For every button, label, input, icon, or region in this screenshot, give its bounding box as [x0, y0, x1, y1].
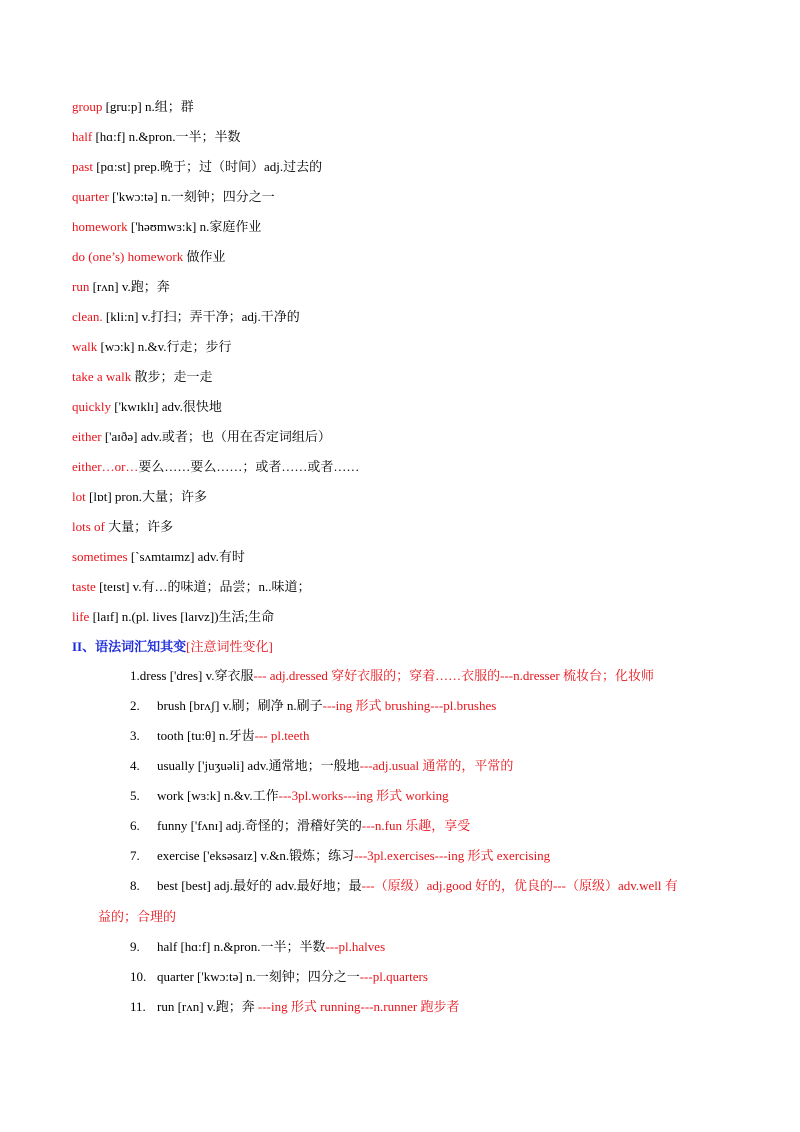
- vocab-definition: 大量；许多: [104, 519, 174, 534]
- grammar-forms: ---pl.halves: [325, 939, 386, 954]
- grammar-base: tooth [tu:θ] n.牙齿: [157, 728, 255, 743]
- grammar-item: [130, 786, 740, 806]
- vocab-definition: ['kwɪklɪ] adv.很快地: [111, 399, 222, 414]
- grammar-forms: ---adj.usual 通常的，平常的: [359, 758, 514, 773]
- vocab-definition: 要么……要么……；或者……或者……: [138, 459, 360, 474]
- vocab-word: quickly: [72, 399, 111, 414]
- vocab-definition: [rʌn] v.跑；奔: [89, 279, 170, 294]
- grammar-item: [130, 666, 740, 686]
- grammar-number: 9.: [130, 939, 140, 954]
- vocab-item: [72, 247, 225, 267]
- section-title: II、语法词汇知其变: [72, 639, 187, 654]
- vocab-item: [72, 427, 331, 447]
- vocab-definition: [lɒt] pron.大量；许多: [85, 489, 207, 504]
- vocab-word: group: [72, 99, 103, 114]
- grammar-item: [130, 937, 740, 957]
- vocab-definition: 散步；走一走: [131, 369, 213, 384]
- vocab-item: [72, 337, 231, 357]
- grammar-base: best [best] adj.最好的 adv.最好地；最: [157, 878, 362, 893]
- vocab-definition: 做作业: [183, 249, 226, 264]
- vocab-definition: [gru:p] n.组；群: [102, 99, 194, 114]
- vocab-word: quarter: [72, 189, 109, 204]
- vocab-definition: [hɑ:f] n.&pron.一半；半数: [92, 129, 241, 144]
- grammar-item: [130, 726, 740, 746]
- grammar-base: half [hɑ:f] n.&pron.一半；半数: [157, 939, 326, 954]
- vocab-definition: [`sʌmtaɪmz] adv.有时: [127, 549, 245, 564]
- vocab-definition: ['həʊmwɜ:k] n.家庭作业: [127, 219, 262, 234]
- grammar-base: dress ['dres] v.穿衣服: [139, 668, 254, 683]
- grammar-item: [130, 967, 740, 987]
- grammar-number: 6.: [130, 818, 140, 833]
- vocab-word: sometimes: [72, 549, 128, 564]
- grammar-forms: ---（原级）adj.good 好的，优良的---（原级）adv.well 有: [361, 878, 678, 893]
- grammar-number: 1.: [130, 668, 140, 683]
- grammar-number: 8.: [130, 878, 140, 893]
- vocab-word: clean.: [72, 309, 103, 324]
- grammar-item: [130, 997, 740, 1017]
- grammar-item-continuation: 益的；合理的: [98, 909, 177, 924]
- grammar-base: run [rʌn] v.跑；奔: [157, 999, 258, 1014]
- vocab-item: [72, 127, 241, 147]
- grammar-base: funny ['fʌnɪ] adj.奇怪的；滑稽好笑的: [157, 818, 362, 833]
- vocab-word: run: [72, 279, 90, 294]
- vocab-item: [72, 487, 207, 507]
- grammar-forms: ---3pl.works---ing 形式 working: [278, 788, 449, 803]
- vocab-word: homework: [72, 219, 128, 234]
- vocab-item: [72, 187, 275, 207]
- grammar-forms: --- adj.dressed 穿好衣服的；穿着……衣服的---n.dresser 梳妆台；化妆师: [253, 668, 654, 683]
- grammar-number: 11.: [130, 999, 146, 1014]
- vocab-item: [72, 157, 322, 177]
- grammar-item: [130, 756, 740, 776]
- vocab-word: take a walk: [72, 369, 132, 384]
- vocab-item: [72, 517, 173, 537]
- vocab-word: life: [72, 609, 90, 624]
- grammar-number: 10.: [130, 969, 147, 984]
- vocab-item: [72, 307, 300, 327]
- grammar-forms: ---n.fun 乐趣，享受: [361, 818, 471, 833]
- vocab-item: [72, 97, 194, 117]
- vocab-word: do (one’s) homework: [72, 249, 184, 264]
- grammar-number: 2.: [130, 698, 140, 713]
- grammar-forms: --- pl.teeth: [254, 728, 310, 743]
- vocab-item: [72, 457, 359, 477]
- vocab-word: either…or…: [72, 459, 139, 474]
- grammar-base: work [wɜ:k] n.&v.工作: [157, 788, 279, 803]
- vocab-word: past: [72, 159, 93, 174]
- grammar-base: exercise ['eksəsaɪz] v.&n.锻炼；练习: [157, 848, 355, 863]
- grammar-item: [130, 846, 740, 866]
- vocab-definition: ['aɪðə] adv.或者；也（用在否定词组后）: [101, 429, 331, 444]
- grammar-base: usually ['juʒuəli] adv.通常地；一般地: [157, 758, 360, 773]
- vocab-word: lots of: [72, 519, 105, 534]
- grammar-forms: ---ing 形式 brushing---pl.brushes: [322, 698, 497, 713]
- grammar-number: 4.: [130, 758, 140, 773]
- grammar-item: [130, 696, 740, 716]
- vocab-item: [72, 397, 222, 417]
- vocab-item: [72, 217, 261, 237]
- vocab-item: [72, 277, 170, 297]
- grammar-base: quarter ['kwɔ:tə] n.一刻钟；四分之一: [157, 969, 360, 984]
- vocab-word: either: [72, 429, 102, 444]
- vocab-definition: ['kwɔ:tə] n.一刻钟；四分之一: [108, 189, 275, 204]
- grammar-number: 5.: [130, 788, 140, 803]
- vocab-word: half: [72, 129, 93, 144]
- vocab-definition: [laɪf] n.(pl. lives [laɪvz])生活;生命: [89, 609, 275, 624]
- grammar-forms: ---pl.quarters: [359, 969, 428, 984]
- vocab-word: taste: [72, 579, 96, 594]
- vocab-definition: [kli:n] v.打扫；弄干净；adj.干净的: [102, 309, 300, 324]
- vocab-item: [72, 607, 274, 627]
- grammar-item: [130, 876, 740, 896]
- vocab-definition: [wɔ:k] n.&v.行走；步行: [97, 339, 232, 354]
- vocab-item: [72, 547, 245, 567]
- grammar-number: 3.: [130, 728, 140, 743]
- section-note: [注意词性变化]: [186, 639, 273, 654]
- vocab-item: [72, 577, 311, 597]
- vocab-item: [72, 367, 212, 387]
- vocab-word: lot: [72, 489, 86, 504]
- section-heading: [72, 637, 273, 657]
- grammar-forms: ---3pl.exercises---ing 形式 exercising: [354, 848, 551, 863]
- grammar-forms: ---ing 形式 running---n.runner 跑步者: [257, 999, 460, 1014]
- vocab-definition: [teɪst] v.有…的味道；品尝；n..味道；: [95, 579, 311, 594]
- vocab-definition: [pɑ:st] prep.晚于；过（时间）adj.过去的: [92, 159, 323, 174]
- grammar-number: 7.: [130, 848, 140, 863]
- grammar-item: [130, 816, 740, 836]
- grammar-base: brush [brʌʃ] v.刷；刷净 n.刷子: [157, 698, 323, 713]
- vocab-word: walk: [72, 339, 98, 354]
